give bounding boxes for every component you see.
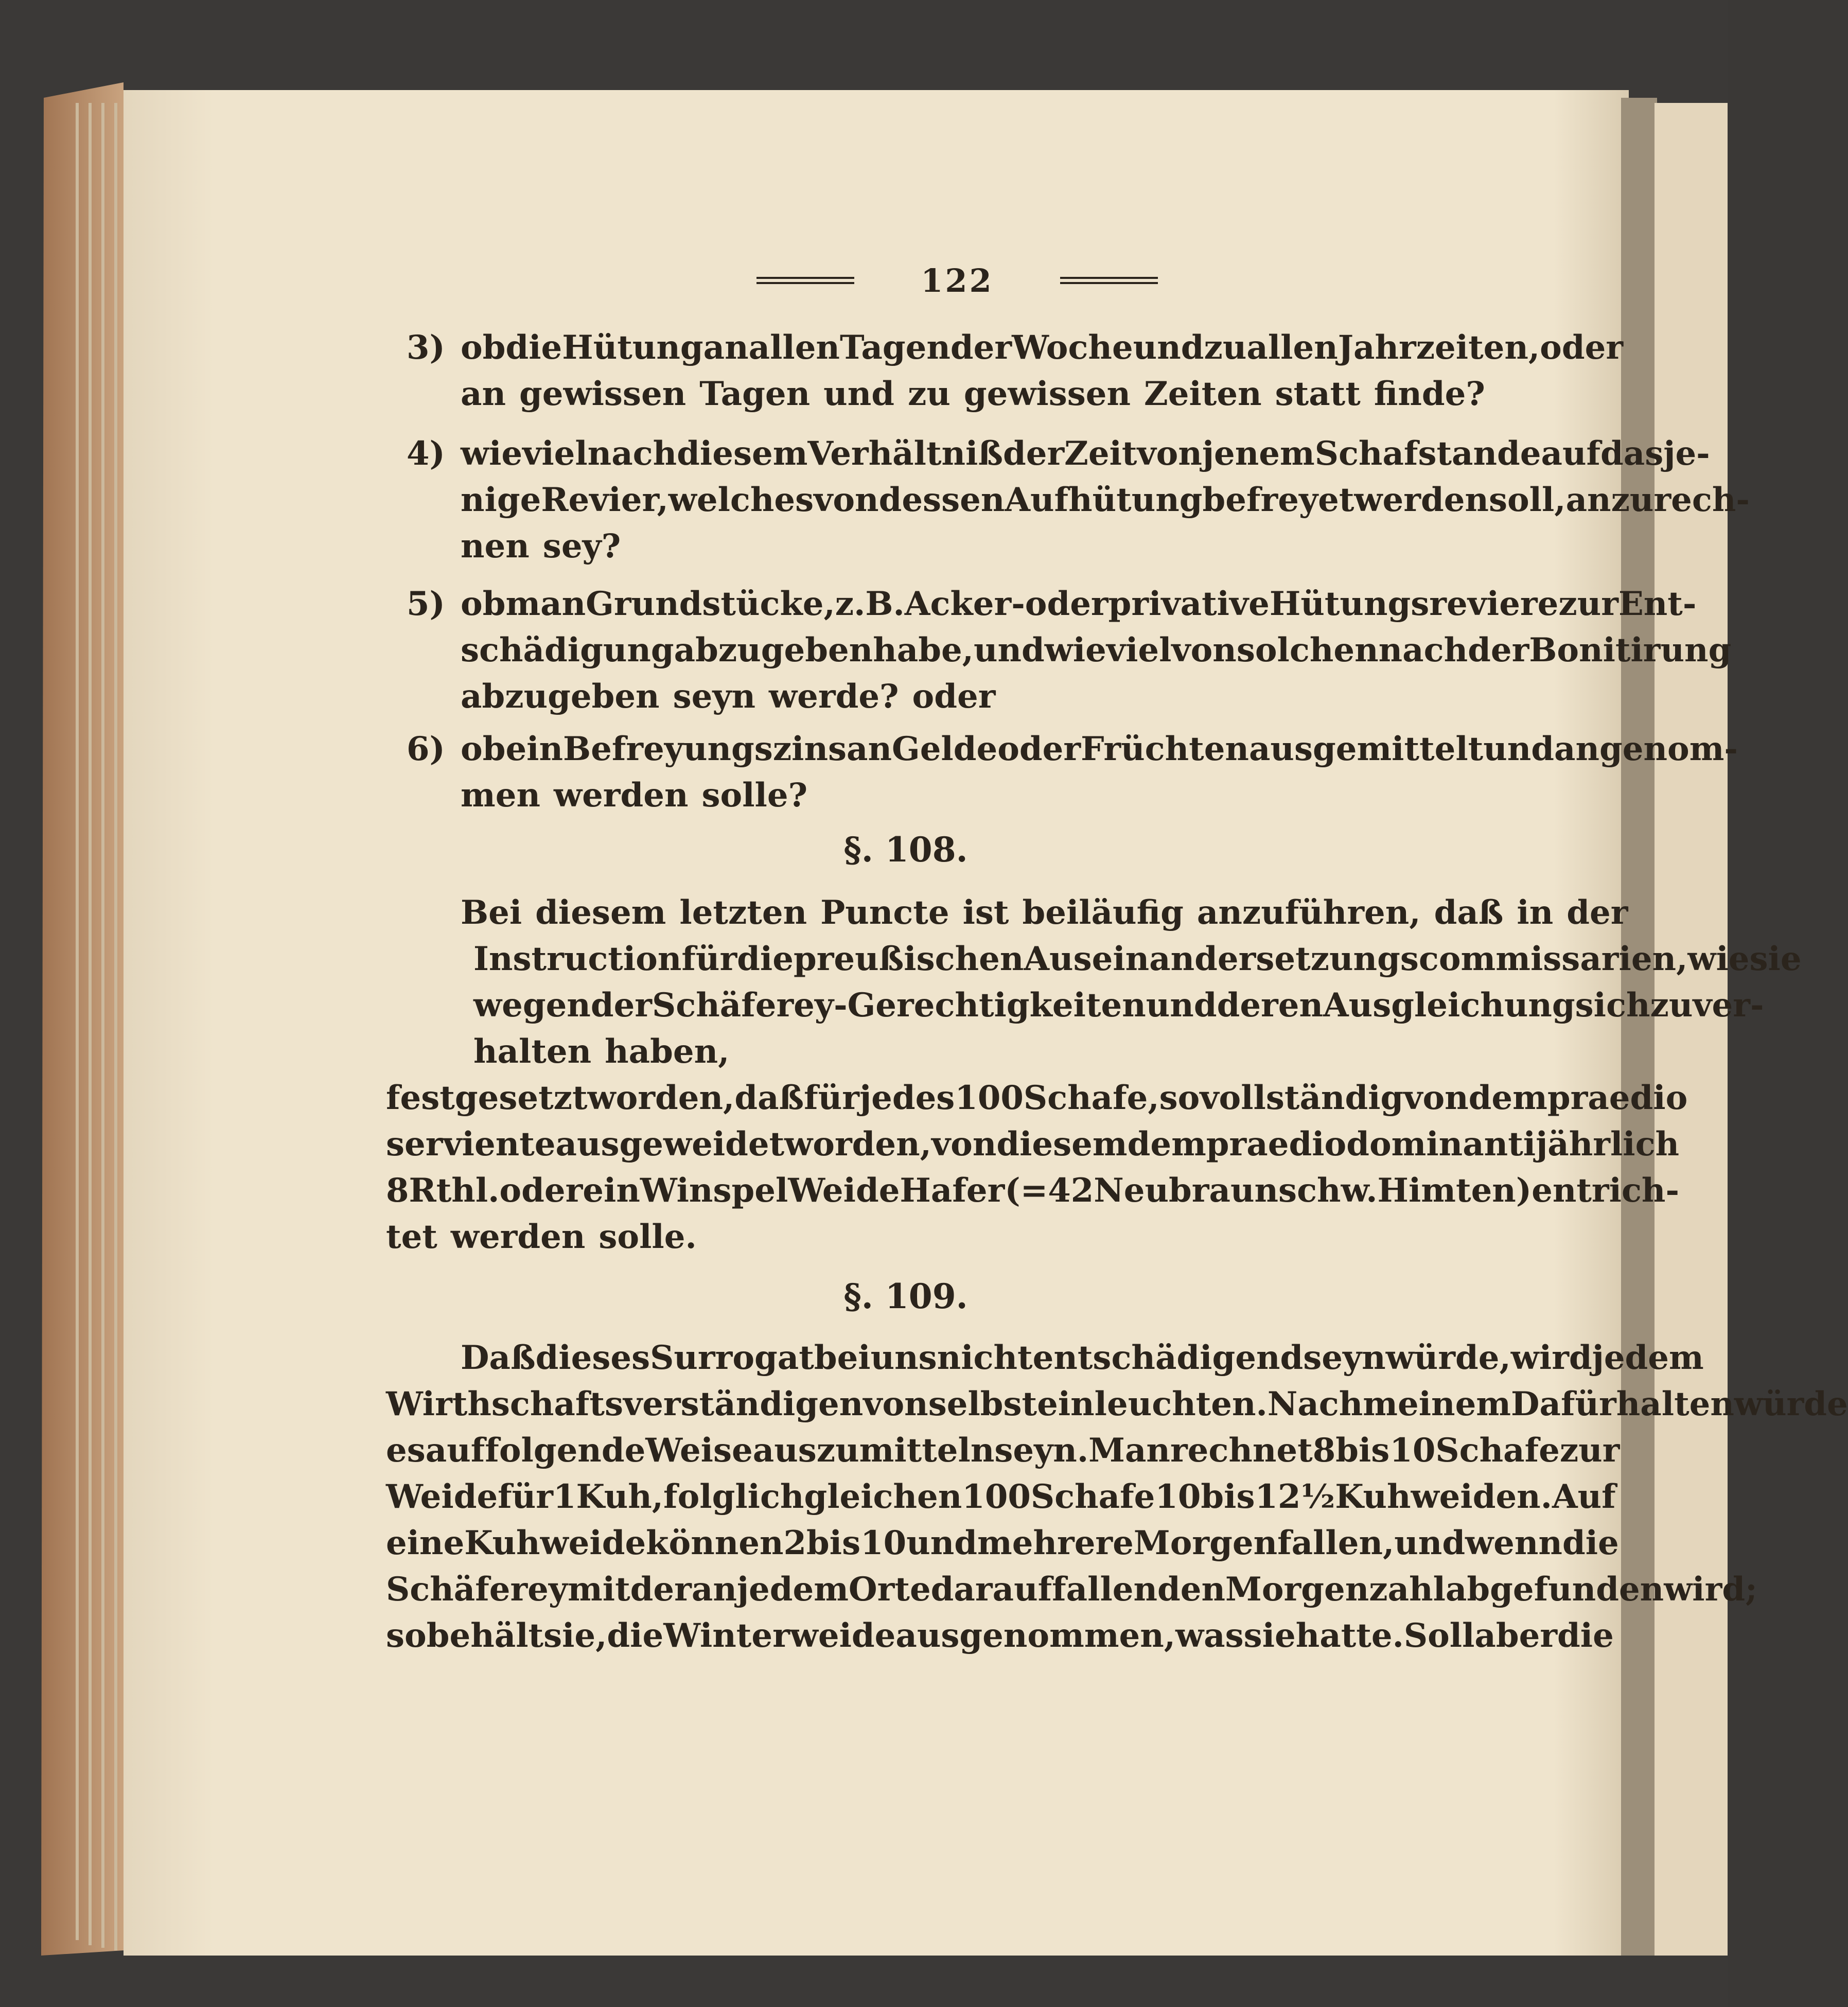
word: selbst (928, 1385, 1037, 1423)
page-number: 122 (921, 261, 994, 300)
text-line (461, 727, 1738, 772)
word: wenn (1465, 1524, 1562, 1562)
word: aber (1474, 1616, 1558, 1655)
word: Aufhütung (1005, 481, 1203, 519)
word: von (863, 1385, 928, 1423)
word: einleuchten. (1037, 1385, 1268, 1423)
word: Schafe (1435, 1431, 1560, 1470)
word: Grundstücke, (586, 585, 835, 623)
word: wieviel (461, 434, 588, 473)
word: rechnet (1170, 1431, 1313, 1470)
word: Verhältniß (807, 434, 1003, 473)
word: nen (461, 527, 530, 566)
word: die (737, 940, 794, 978)
word: Weise (645, 1431, 753, 1470)
word: ausgemittelt (1248, 730, 1484, 768)
word: allen (1246, 328, 1338, 367)
word: diesem (535, 893, 666, 932)
word: Nach (1267, 1385, 1363, 1423)
body-line (386, 1428, 1620, 1473)
word: Zeiten (1144, 375, 1262, 413)
word: letzten (679, 893, 807, 932)
word: von (1171, 631, 1237, 670)
word: nach (587, 434, 677, 473)
word: serviente (386, 1125, 556, 1164)
word: an (847, 730, 892, 768)
word: 10 (1389, 1431, 1436, 1470)
body-line (386, 1567, 1757, 1612)
word: 8 (386, 1171, 409, 1210)
word: solle? (701, 776, 808, 815)
word: Tagen (699, 375, 811, 413)
word: für (498, 1477, 553, 1516)
word: Jahrzeiten, (1337, 328, 1540, 367)
word: an (461, 375, 506, 413)
word: und (1146, 986, 1217, 1025)
word: mit (568, 1570, 630, 1609)
word: ob (461, 328, 506, 367)
word: 10 (1155, 1477, 1201, 1516)
word: solchen (1236, 631, 1379, 670)
text-line (461, 582, 1697, 627)
text-line (461, 372, 1485, 417)
word: gewissen (963, 375, 1131, 413)
word: sich (1575, 986, 1650, 1025)
word: Schafstande (1314, 434, 1541, 473)
word: für (804, 1079, 859, 1117)
word: abzugeben (674, 631, 873, 670)
quote-line (461, 890, 1628, 936)
word: Hütung (562, 328, 703, 367)
word: werde? (769, 677, 899, 716)
text-line (461, 431, 1710, 477)
word: privative (1108, 585, 1270, 623)
word: die (505, 328, 562, 367)
word: uns (870, 1339, 937, 1377)
word: jedes (859, 1079, 955, 1117)
word: für (681, 940, 737, 978)
word: zu (1204, 328, 1247, 367)
word: zur (1558, 585, 1618, 623)
word: in (1517, 893, 1554, 932)
word: der (590, 986, 652, 1025)
body-line (386, 1168, 1679, 1213)
text-line (461, 674, 1480, 719)
word: z. (835, 585, 866, 623)
word: statt (1275, 375, 1361, 413)
word: von (814, 481, 879, 519)
item-number: 4) (407, 434, 445, 473)
word: so (1159, 1079, 1200, 1117)
word: die (607, 1616, 664, 1655)
word: Weide (386, 1477, 498, 1516)
word: werden (1354, 481, 1489, 519)
word: und (1394, 1524, 1466, 1562)
word: 2 (783, 1524, 807, 1562)
word: wieviel (1044, 631, 1172, 670)
word: Gelde (892, 730, 998, 768)
word: würde (1734, 1385, 1848, 1423)
word: und (1133, 328, 1204, 367)
word: der (1567, 893, 1628, 932)
word: der (950, 328, 1012, 367)
word: darauf (930, 1570, 1052, 1609)
word: zu (1650, 986, 1693, 1025)
section-heading-108: §. 108. (843, 830, 968, 870)
word: bis (806, 1524, 861, 1562)
body-line (461, 1335, 1704, 1381)
word: 100 (955, 1079, 1024, 1117)
word: Schafe (1030, 1477, 1155, 1516)
word: gleichen (804, 1477, 962, 1516)
word: dem (1127, 1125, 1206, 1164)
word: man (505, 585, 586, 623)
word: zu (907, 375, 951, 413)
word: die (1557, 1616, 1614, 1655)
word: haben, (605, 1032, 730, 1071)
word: praedio (1206, 1125, 1347, 1164)
word: folgende (485, 1431, 646, 1470)
word: daß (1434, 893, 1504, 932)
word: Früchten (1081, 730, 1249, 768)
word: welches (668, 481, 814, 519)
word: Winspel (640, 1171, 788, 1210)
word: Revier, (541, 481, 668, 519)
word: dominanti (1346, 1125, 1536, 1164)
word: gewissen (519, 375, 687, 413)
word: ein (505, 730, 563, 768)
word: finde? (1374, 375, 1485, 413)
word: dieses (535, 1339, 650, 1377)
word: und (906, 1524, 977, 1562)
word: Auseinandersetzungscommissarien, (1024, 940, 1688, 978)
word: Bonitirung (1529, 631, 1732, 670)
word: bei (814, 1339, 871, 1377)
word: daß (734, 1079, 804, 1117)
word: der (1468, 631, 1529, 670)
word: Kuhweide (464, 1524, 646, 1562)
word: Morgenzahl (1225, 1570, 1446, 1609)
word: an (691, 1570, 737, 1609)
word: Befreyungszins (563, 730, 847, 768)
section-heading-109: §. 109. (843, 1276, 968, 1316)
word: 12½ (1255, 1477, 1335, 1516)
word: der (630, 1570, 692, 1609)
word: Auf (1552, 1477, 1616, 1516)
word: soll, (1488, 481, 1566, 519)
word: und (1483, 730, 1554, 768)
word: entschädigend (1032, 1339, 1304, 1377)
word: festgesetzt (386, 1079, 588, 1117)
word: Dafürhalten (1511, 1385, 1734, 1423)
word: wegen (473, 986, 591, 1025)
word: so (386, 1616, 427, 1655)
word: oder (1540, 328, 1624, 367)
body-line (386, 1122, 1680, 1167)
word: Woche (1012, 328, 1133, 367)
item-number: 3) (407, 328, 445, 367)
word: Daß (461, 1339, 536, 1377)
word: tet (386, 1218, 437, 1256)
word: dasje- (1600, 434, 1710, 473)
word: wird (1510, 1339, 1592, 1377)
word: Hafer (900, 1171, 1005, 1210)
word: diesem (677, 434, 808, 473)
word: 100 (962, 1477, 1031, 1516)
word: oder (1025, 585, 1108, 623)
word: Soll (1403, 1616, 1475, 1655)
word: deren (1217, 986, 1323, 1025)
text-line (461, 478, 1750, 523)
word: Schäferey (386, 1570, 568, 1609)
word: seyn. (994, 1431, 1089, 1470)
word: ob (461, 730, 506, 768)
word: fallen, (1277, 1524, 1395, 1562)
word: Man (1088, 1431, 1170, 1470)
word: Surrogat (650, 1339, 814, 1377)
word: Acker- (904, 585, 1025, 623)
word: anzurech- (1565, 481, 1750, 519)
word: bis (1335, 1431, 1390, 1470)
word: angenom- (1554, 730, 1738, 768)
word: ob (461, 585, 506, 623)
word: auf (1541, 434, 1601, 473)
word: Schäferey-Gerechtigkeiten (652, 986, 1146, 1025)
word: diesem (996, 1125, 1128, 1164)
word: was (1175, 1616, 1244, 1655)
word: sey? (542, 527, 621, 566)
body-line (386, 1521, 1619, 1566)
word: wird; (1664, 1570, 1757, 1609)
word: dem (1468, 1079, 1547, 1117)
text-line (461, 325, 1624, 371)
word: seyn (673, 677, 756, 716)
word: ver- (1693, 986, 1764, 1025)
word: Rthl. (409, 1171, 500, 1210)
body-line (386, 1382, 1848, 1427)
word: Hütungsreviere (1269, 585, 1559, 623)
word: Morgen (1133, 1524, 1278, 1562)
word: eine (386, 1524, 465, 1562)
header-rule-right (1060, 277, 1158, 284)
word: es (386, 1431, 426, 1470)
word: jenem (1202, 434, 1315, 473)
word: wie (1687, 940, 1750, 978)
word: ein (583, 1171, 640, 1210)
word: jedem (736, 1570, 849, 1609)
word: halten (473, 1032, 592, 1071)
word: zur (1559, 1431, 1620, 1470)
word: ist (962, 893, 1009, 932)
word: an (703, 328, 749, 367)
body-line (386, 1474, 1616, 1520)
word: hatte. (1295, 1616, 1404, 1655)
word: von (1137, 434, 1202, 473)
word: folglich (663, 1477, 804, 1516)
word: bis (1201, 1477, 1255, 1516)
word: auf (425, 1431, 485, 1470)
word: Wirthschaftsverständigen (386, 1385, 864, 1423)
word: sie, (543, 1616, 607, 1655)
word: meinem (1363, 1385, 1511, 1423)
word: abgefunden (1445, 1570, 1664, 1609)
word: werden (553, 776, 689, 815)
word: auszumitteln (752, 1431, 995, 1470)
word: B. (865, 585, 905, 623)
word: habe, (873, 631, 974, 670)
word: preußischen (793, 940, 1024, 978)
word: sie (1749, 940, 1802, 978)
word: seyn (1303, 1339, 1386, 1377)
word: sie (1243, 1616, 1296, 1655)
word: oder (499, 1171, 583, 1210)
header-rule-left (756, 277, 854, 284)
word: entrich- (1532, 1171, 1679, 1210)
word: anzuführen, (1196, 893, 1421, 932)
word: Bei (461, 893, 522, 932)
word: 8 (1312, 1431, 1336, 1470)
word: Orte (848, 1570, 931, 1609)
word: Kuhweiden. (1335, 1477, 1552, 1516)
quote-line (473, 983, 1764, 1028)
word: 1 (553, 1477, 576, 1516)
word: von (1403, 1079, 1469, 1117)
word: Himten) (1377, 1171, 1532, 1210)
quote-line (473, 937, 1802, 982)
word: von (931, 1125, 997, 1164)
word: oder (912, 677, 996, 716)
text-line (461, 524, 1480, 569)
item-number: 5) (407, 585, 445, 623)
word: befreyet (1202, 481, 1354, 519)
word: vollständig (1200, 1079, 1404, 1117)
word: der (1002, 434, 1065, 473)
body-line (386, 1076, 1688, 1121)
word: schädigung (461, 631, 674, 670)
word: jährlich (1536, 1125, 1680, 1164)
word: beiläufig (1022, 893, 1184, 932)
word: abzugeben (461, 677, 660, 716)
word: ausgenommen, (895, 1616, 1176, 1655)
word: Ent- (1618, 585, 1697, 623)
text-line (461, 628, 1732, 673)
word: men (461, 776, 540, 815)
word: würde, (1385, 1339, 1511, 1377)
word: nicht (937, 1339, 1033, 1377)
word: Kuh, (576, 1477, 664, 1516)
word: nige (461, 481, 541, 519)
word: und (823, 375, 894, 413)
word: Ausgleichung (1323, 986, 1575, 1025)
word: fallenden (1052, 1570, 1225, 1609)
word: solle. (599, 1218, 697, 1256)
quote-line (473, 1029, 1480, 1075)
word: und (973, 631, 1045, 670)
text-line (461, 773, 1480, 818)
word: 10 (860, 1524, 907, 1562)
body-line (386, 1214, 1477, 1260)
word: werden (450, 1218, 586, 1256)
word: jedem (1592, 1339, 1704, 1377)
word: behält (426, 1616, 544, 1655)
word: mehrere (977, 1524, 1134, 1562)
word: Winterweide (663, 1616, 896, 1655)
word: Instruction (473, 940, 682, 978)
word: Neubraunschw. (1094, 1171, 1378, 1210)
word: können (646, 1524, 784, 1562)
word: worden, (587, 1079, 735, 1117)
word: Puncte (820, 893, 949, 932)
word: praedio (1547, 1079, 1688, 1117)
word: ausgeweidet (555, 1125, 785, 1164)
body-line (386, 1613, 1614, 1659)
word: Zeit (1064, 434, 1137, 473)
word: Tagen (839, 328, 951, 367)
word: worden, (784, 1125, 931, 1164)
word: nach (1378, 631, 1468, 670)
word: (=42 (1005, 1171, 1094, 1210)
item-number: 6) (407, 730, 445, 768)
word: Weide (788, 1171, 900, 1210)
page-header (756, 257, 1158, 304)
word: Schafe, (1023, 1079, 1159, 1117)
word: die (1562, 1524, 1619, 1562)
word: oder (997, 730, 1081, 768)
word: dessen (878, 481, 1005, 519)
word: allen (748, 328, 840, 367)
